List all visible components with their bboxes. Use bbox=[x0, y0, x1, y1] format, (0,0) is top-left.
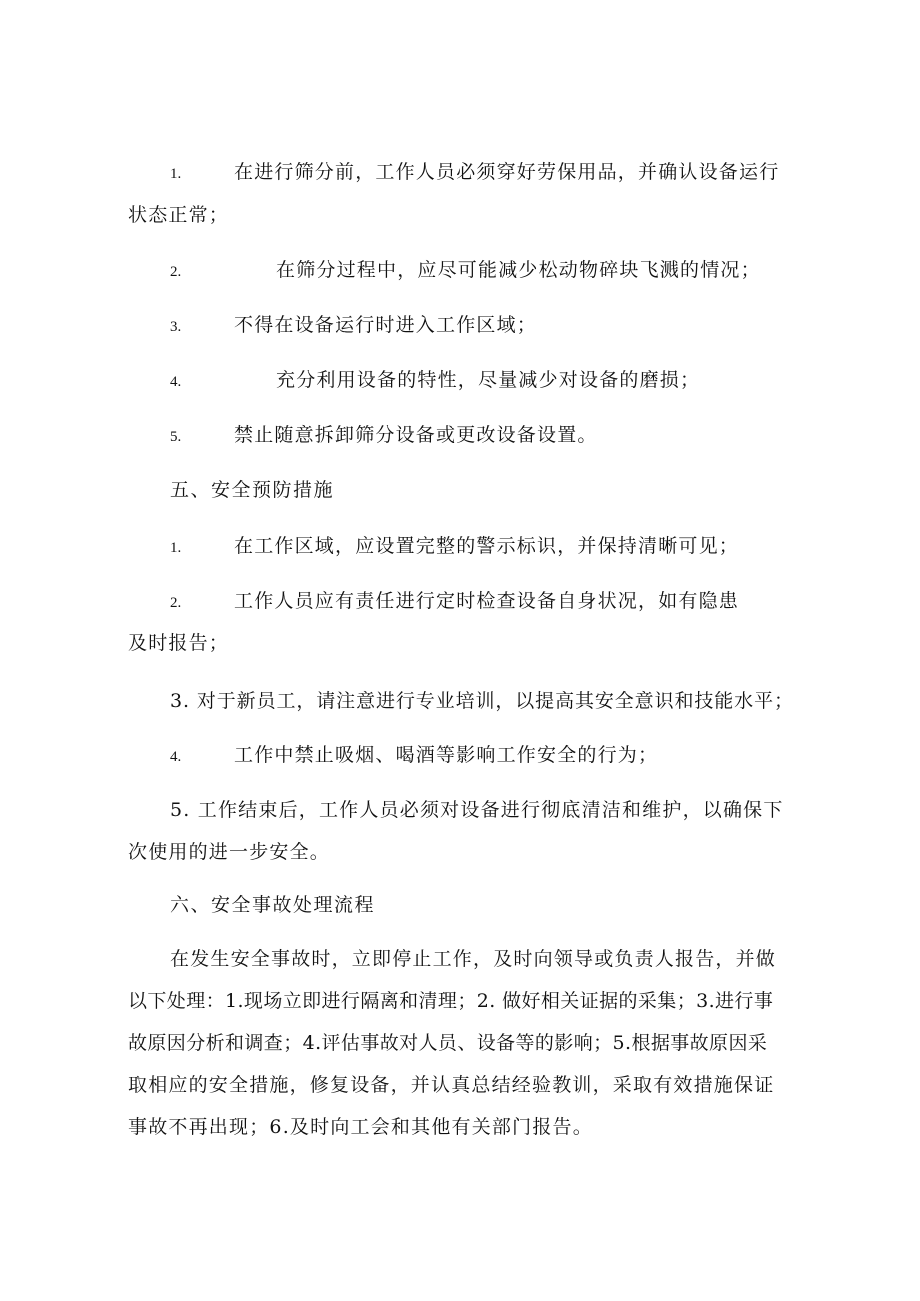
list-item-text: 在进行筛分前，工作人员必须穿好劳保用品，并确认设备运行 bbox=[234, 161, 780, 183]
list-item-text: 在筛分过程中，应尽可能减少松动物碎块飞溅的情况； bbox=[276, 259, 761, 281]
paragraph-line: 取相应的安全措施，修复设备，并认真总结经验教训，采取有效措施保证 bbox=[128, 1074, 775, 1096]
paragraph-line: 在发生安全事故时，立即停止工作，及时向领导或负责人报告，并做 bbox=[170, 948, 777, 970]
list-item-text: 5. 工作结束后，工作人员必须对设备进行彻底清洁和维护，以确保下 bbox=[170, 799, 784, 821]
list-item-text: 工作人员应有责任进行定时检查设备自身状况，如有隐患 bbox=[234, 590, 740, 612]
list-number: 1. bbox=[170, 540, 182, 556]
list-number: 3. bbox=[170, 319, 182, 335]
list-number: 5. bbox=[170, 429, 182, 445]
list-item-text: 充分利用设备的特性，尽量减少对设备的磨损； bbox=[276, 369, 701, 391]
list-number: 1. bbox=[170, 166, 182, 182]
paragraph-line: 事故不再出现；6.及时向工会和其他有关部门报告。 bbox=[128, 1116, 593, 1138]
list-number: 2. bbox=[170, 595, 182, 611]
list-item-text-continued: 状态正常； bbox=[128, 204, 230, 226]
list-item-text: 工作中禁止吸烟、喝酒等影响工作安全的行为； bbox=[234, 744, 659, 766]
list-number: 4. bbox=[170, 749, 182, 765]
list-item-text-continued: 次使用的进一步安全。 bbox=[128, 841, 331, 863]
list-item-text: 不得在设备运行时进入工作区域； bbox=[234, 314, 538, 336]
list-number: 4. bbox=[170, 374, 182, 390]
list-item-text: 3. 对于新员工，请注意进行专业培训，以提高其安全意识和技能水平； bbox=[170, 690, 794, 712]
list-item-text: 在工作区域，应设置完整的警示标识，并保持清晰可见； bbox=[234, 535, 740, 557]
section-heading: 六、安全事故处理流程 bbox=[170, 894, 376, 916]
paragraph-line: 以下处理：1.现场立即进行隔离和清理；2. 做好相关证据的采集；3.进行事 bbox=[128, 990, 774, 1012]
list-item-text: 禁止随意拆卸筛分设备或更改设备设置。 bbox=[234, 424, 598, 446]
list-number: 2. bbox=[170, 264, 182, 280]
paragraph-line: 故原因分析和调查；4.评估事故对人员、设备等的影响；5.根据事故原因采 bbox=[128, 1032, 768, 1054]
list-item-text-continued: 及时报告； bbox=[128, 632, 230, 654]
section-heading: 五、安全预防措施 bbox=[170, 479, 335, 501]
